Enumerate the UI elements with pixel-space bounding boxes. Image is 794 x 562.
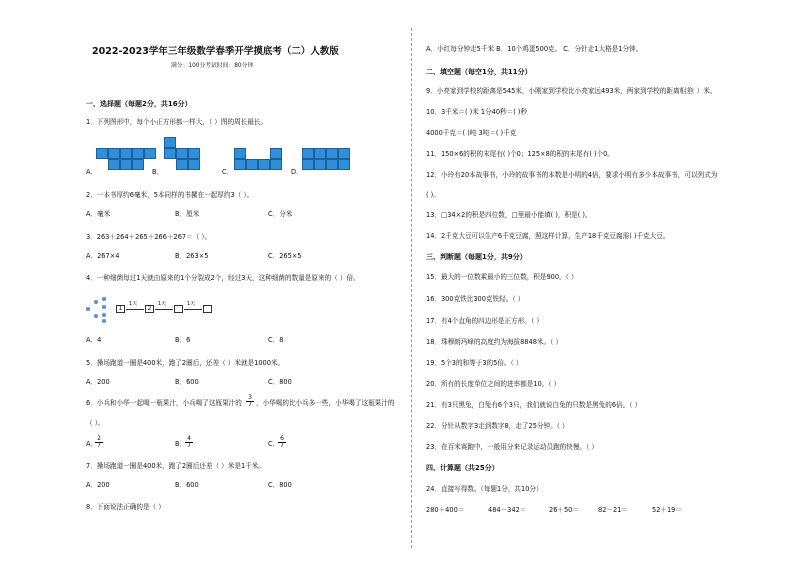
q6-option-a-label: A． bbox=[86, 440, 98, 448]
judge-item-15: 15．最大的一位数乘最小的三位数，积是900。（ ） bbox=[426, 273, 578, 281]
q3-option-a: A．267×4 bbox=[86, 252, 120, 260]
diagram-arrow bbox=[126, 309, 144, 310]
q4-option-b: B．6 bbox=[175, 336, 191, 344]
q2-stem: 2．一本书厚约6毫米，5本同样的书摞在一起厚约3（ ）。 bbox=[86, 191, 254, 199]
q3-option-b: B．263×5 bbox=[175, 252, 209, 260]
calc-item: 484－342＝ bbox=[488, 506, 527, 514]
calc-item: 280＋400＝ bbox=[426, 506, 465, 514]
q2-option-b: B．厘米 bbox=[175, 210, 200, 218]
q3-stem: 3．263＋264＋265＋266＋267＝（ ）。 bbox=[86, 233, 212, 241]
q6-stem-fraction: $\frac{3}{7}$ bbox=[246, 395, 254, 408]
section-calc-heading: 四、计算题（共25分） bbox=[426, 464, 499, 472]
q6-option-a-fraction: $\frac{2}{7}$ bbox=[95, 436, 103, 449]
q6-option-c-label: C． bbox=[268, 440, 280, 448]
q10-line1: 10．3千米＝( )米 1分40秒＝( )秒 bbox=[426, 108, 528, 116]
q9-stem: 9．小亮家到学校的距离是545米，小刚家到学校比小亮家远493米，两家到学校的距离相差 bbox=[426, 87, 693, 95]
q1-label-b: B． bbox=[152, 168, 164, 176]
judge-item-18: 18．珠穆朗玛峰的高度约为海拔8848米。（ ） bbox=[426, 338, 563, 346]
diagram-day-label: 1天 bbox=[187, 301, 196, 307]
column-divider bbox=[411, 28, 412, 548]
q4-bacteria-diagram bbox=[86, 297, 216, 323]
q12-stem: 12．小玲有20本故事书，小玲的故事书的本数是小明的4倍，要求小明有多少本故事书，可以列式为 bbox=[426, 171, 718, 179]
q6-stem-part1: 6．小兵和小华一起喝一瓶果汁，小兵喝了这瓶果汁的 bbox=[86, 399, 242, 407]
diagram-day-label: 1天 bbox=[129, 301, 138, 307]
bacteria-icon bbox=[94, 314, 98, 318]
q2-option-c: C．分米 bbox=[268, 210, 293, 218]
q7-stem: 7．操场跑道一圈是400米，跑了2圈后还差（ ）米是1千米。 bbox=[86, 462, 265, 470]
judge-item-16: 16．300克铁比300克铁轻。（ ） bbox=[426, 295, 525, 303]
q24-stem: 24．直接写得数。（每题1分，共10分） bbox=[426, 485, 543, 493]
section-judge-heading: 三、判断题（每题1分，共9分） bbox=[426, 253, 527, 261]
q3-option-c: C．265×5 bbox=[268, 252, 302, 260]
q4-option-a: A．4 bbox=[86, 336, 102, 344]
calc-item: 82－21＝ bbox=[598, 506, 628, 514]
section-choice-heading: 一、选择题（每题2分，共16分） bbox=[86, 100, 192, 108]
page-subtitle: 满分：100分考试时间：80分钟 bbox=[171, 63, 254, 69]
bacteria-icon bbox=[94, 300, 98, 304]
q6-stem-part2: ，小华喝的比小兵多一些，小华喝了这瓶果汁的 bbox=[256, 399, 395, 407]
judge-item-19: 19．5个3的和等于3的5倍。（ ） bbox=[426, 359, 523, 367]
page-title: 2022-2023学年三年级数学春季开学摸底考（二）人教版 bbox=[92, 46, 339, 57]
judge-item-20: 20．所有的长度单位之间的进率都是10。（ ） bbox=[426, 380, 561, 388]
q8-stem: 8．下面说法正确的是（ ） bbox=[86, 503, 165, 511]
q7-option-c: C．800 bbox=[268, 481, 292, 489]
q1-stem: 1．下列图形中，每个小正方形都一样大，（ ）图的周长最长。 bbox=[86, 118, 268, 126]
judge-item-21: 21．有3只黑兔，白兔有6个3只，我们就说白兔的只数是黑兔的6倍。（ ） bbox=[426, 401, 642, 409]
q10-line2: 4000千克＝( )吨 3吨＝( )千克 bbox=[426, 129, 517, 137]
q5-option-b: B．600 bbox=[175, 378, 199, 386]
q1-figure-b bbox=[164, 137, 204, 173]
q1-label-d: D． bbox=[291, 168, 303, 176]
diagram-arrow bbox=[155, 309, 173, 310]
q7-option-b: B．600 bbox=[175, 481, 199, 489]
diagram-box-1: 1 bbox=[116, 305, 125, 313]
calc-item: 52＋19＝ bbox=[652, 506, 682, 514]
q4-option-c: C．8 bbox=[268, 336, 284, 344]
q5-stem: 5．操场跑道一圈是400米，跑了2圈后，还差（ ）米就是1000米。 bbox=[86, 359, 285, 367]
q8-options: A．小红每分钟走5千米 B．10个鸡蛋500克。 C．分针走1大格是1分钟。 bbox=[426, 45, 643, 53]
q13-stem: 13．□34×2的积是四位数，□里最小能填( )，积是( )。 bbox=[426, 211, 592, 219]
q6-option-c-fraction: $\frac{6}{7}$ bbox=[278, 436, 286, 449]
bacteria-icon bbox=[102, 313, 106, 317]
diagram-box-4 bbox=[203, 305, 212, 313]
section-fill-heading: 二、填空题（每空1分，共11分） bbox=[426, 68, 532, 76]
q1-figure-d bbox=[302, 148, 352, 172]
bacteria-icon bbox=[102, 297, 106, 301]
bacteria-icon bbox=[102, 319, 106, 323]
q2-option-a: A．毫米 bbox=[86, 210, 111, 218]
diagram-box-3 bbox=[174, 305, 183, 313]
q1-label-c: C． bbox=[222, 168, 234, 176]
calc-item: 26＋50＝ bbox=[549, 506, 579, 514]
bacteria-icon bbox=[102, 305, 106, 309]
bacteria-icon bbox=[86, 307, 90, 311]
q12-blank: ( )。 bbox=[426, 191, 440, 199]
q5-option-a: A．200 bbox=[86, 378, 110, 386]
q9-blank: （ ）米。 bbox=[688, 87, 717, 95]
diagram-arrow bbox=[184, 309, 202, 310]
q11-stem: 11．150×6的积的末尾有( )个0；125×8的积的末尾有( )个0。 bbox=[426, 150, 614, 158]
q1-label-a: A． bbox=[86, 168, 98, 176]
q6-stem-part3: （ ）。 bbox=[86, 419, 105, 427]
q1-figure-a bbox=[96, 148, 156, 172]
q1-figure-c bbox=[234, 148, 284, 172]
diagram-box-2: 2 bbox=[145, 305, 154, 313]
judge-item-17: 17．有4个直角的四边形是正方形。（ ） bbox=[426, 317, 543, 325]
q4-stem: 4．一种细菌每过1天就由原来的1个分裂成2个，经过3天，这种细菌的数量是原来的（ ）倍。 bbox=[86, 274, 360, 282]
diagram-day-label: 1天 bbox=[158, 301, 167, 307]
q6-option-b-fraction: $\frac{4}{7}$ bbox=[185, 436, 193, 449]
judge-item-23: 23．在百米赛跑中，一般用分来记录运动员跑的快慢。（ ） bbox=[426, 443, 599, 451]
q7-option-a: A．200 bbox=[86, 481, 110, 489]
judge-item-22: 22．分针从数字3走到数字8，走了25分钟。（ ） bbox=[426, 422, 569, 430]
q14-stem: 14．2千克大豆可以生产6千克豆腐，照这样计算，生产18千克豆腐需( )千克大豆。 bbox=[426, 232, 670, 240]
q6-option-b-label: B． bbox=[175, 440, 187, 448]
q5-option-c: C．800 bbox=[268, 378, 292, 386]
